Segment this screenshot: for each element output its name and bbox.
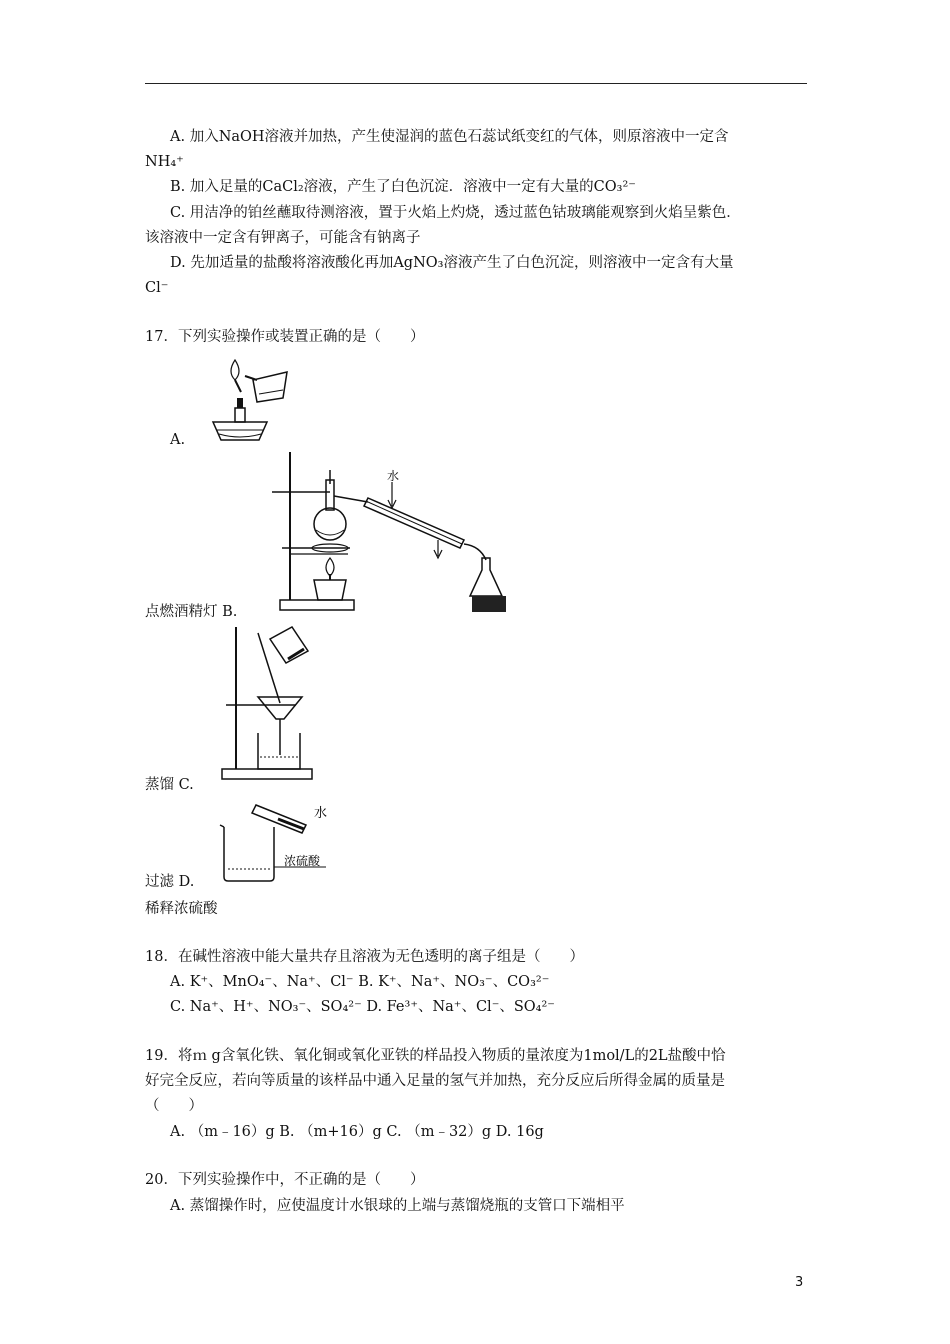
q17-option-b-line: 点燃酒精灯 B. [145, 604, 238, 620]
q16-option-d-line1: D. 先加适量的盐酸将溶液酸化再加AgNO₃溶液产生了白色沉淀，则溶液中一定含有大量 [170, 255, 734, 271]
figure-alcohol-lamp-lighting [205, 350, 295, 445]
q19-options: A. （m﹣16）g B. （m+16）g C. （m﹣32）g D. 16g [170, 1124, 544, 1140]
q17-option-d-caption: 稀释浓硫酸 [145, 901, 218, 917]
q17-option-d-line: 过滤 D. [145, 874, 195, 890]
figure-distillation-apparatus [268, 450, 510, 615]
svg-text:水: 水 [387, 469, 400, 483]
q16-option-b: B. 加入足量的CaCl₂溶液，产生了白色沉淀．溶液中一定有大量的CO₃²⁻ [170, 179, 636, 195]
q16-option-c-line1: C. 用洁净的铂丝蘸取待测溶液，置于火焰上灼烧，透过蓝色钴玻璃能观察到火焰呈紫色． [170, 205, 741, 221]
q17-option-c-line: 蒸馏 C. [145, 777, 194, 793]
q16-option-c-line2: 该溶液中一定含有钾离子，可能含有钠离子 [145, 230, 421, 246]
q16-option-d-line2: Cl⁻ [145, 280, 169, 296]
figure-dilute-sulfuric-acid [218, 797, 338, 885]
q17-option-a-label: A. [170, 432, 186, 448]
header-rule [145, 83, 807, 84]
q20-option-a: A. 蒸馏操作时，应使温度计水银球的上端与蒸馏烧瓶的支管口下端相平 [170, 1198, 625, 1214]
q17-stem: 17．下列实验操作或装置正确的是（ ） [145, 329, 425, 345]
q19-stem-line2: 好完全反应，若向等质量的该样品中通入足量的氢气并加热，充分反应后所得金属的质量是 [145, 1073, 725, 1089]
figure-filtration-apparatus [218, 625, 316, 783]
q18-options-ab: A. K⁺、MnO₄⁻、Na⁺、Cl⁻ B. K⁺、Na⁺、NO₃⁻、CO₃²⁻ [170, 974, 550, 990]
q18-options-cd: C. Na⁺、H⁺、NO₃⁻、SO₄²⁻ D. Fe³⁺、Na⁺、Cl⁻、SO₄²⁻ [170, 999, 555, 1015]
q19-stem-line1: 19．将ｍ g含氧化铁、氧化铜或氧化亚铁的样品投入物质的量浓度为1mol/L的2L盐酸中恰 [145, 1048, 726, 1064]
q20-stem: 20．下列实验操作中，不正确的是（ ） [145, 1172, 425, 1188]
q16-option-a-line2: NH₄⁺ [145, 154, 184, 170]
q18-stem: 18．在碱性溶液中能大量共存且溶液为无色透明的离子组是（ ） [145, 949, 584, 965]
q16-option-a-line1: A. 加入NaOH溶液并加热，产生使湿润的蓝色石蕊试纸变红的气体，则原溶液中一定含 [170, 129, 729, 145]
page-number: 3 [795, 1275, 804, 1290]
q19-stem-line3: （ ） [145, 1098, 203, 1114]
figure-label-water: 水 [314, 806, 328, 821]
figure-label-acid: 浓硫酸 [284, 854, 321, 868]
